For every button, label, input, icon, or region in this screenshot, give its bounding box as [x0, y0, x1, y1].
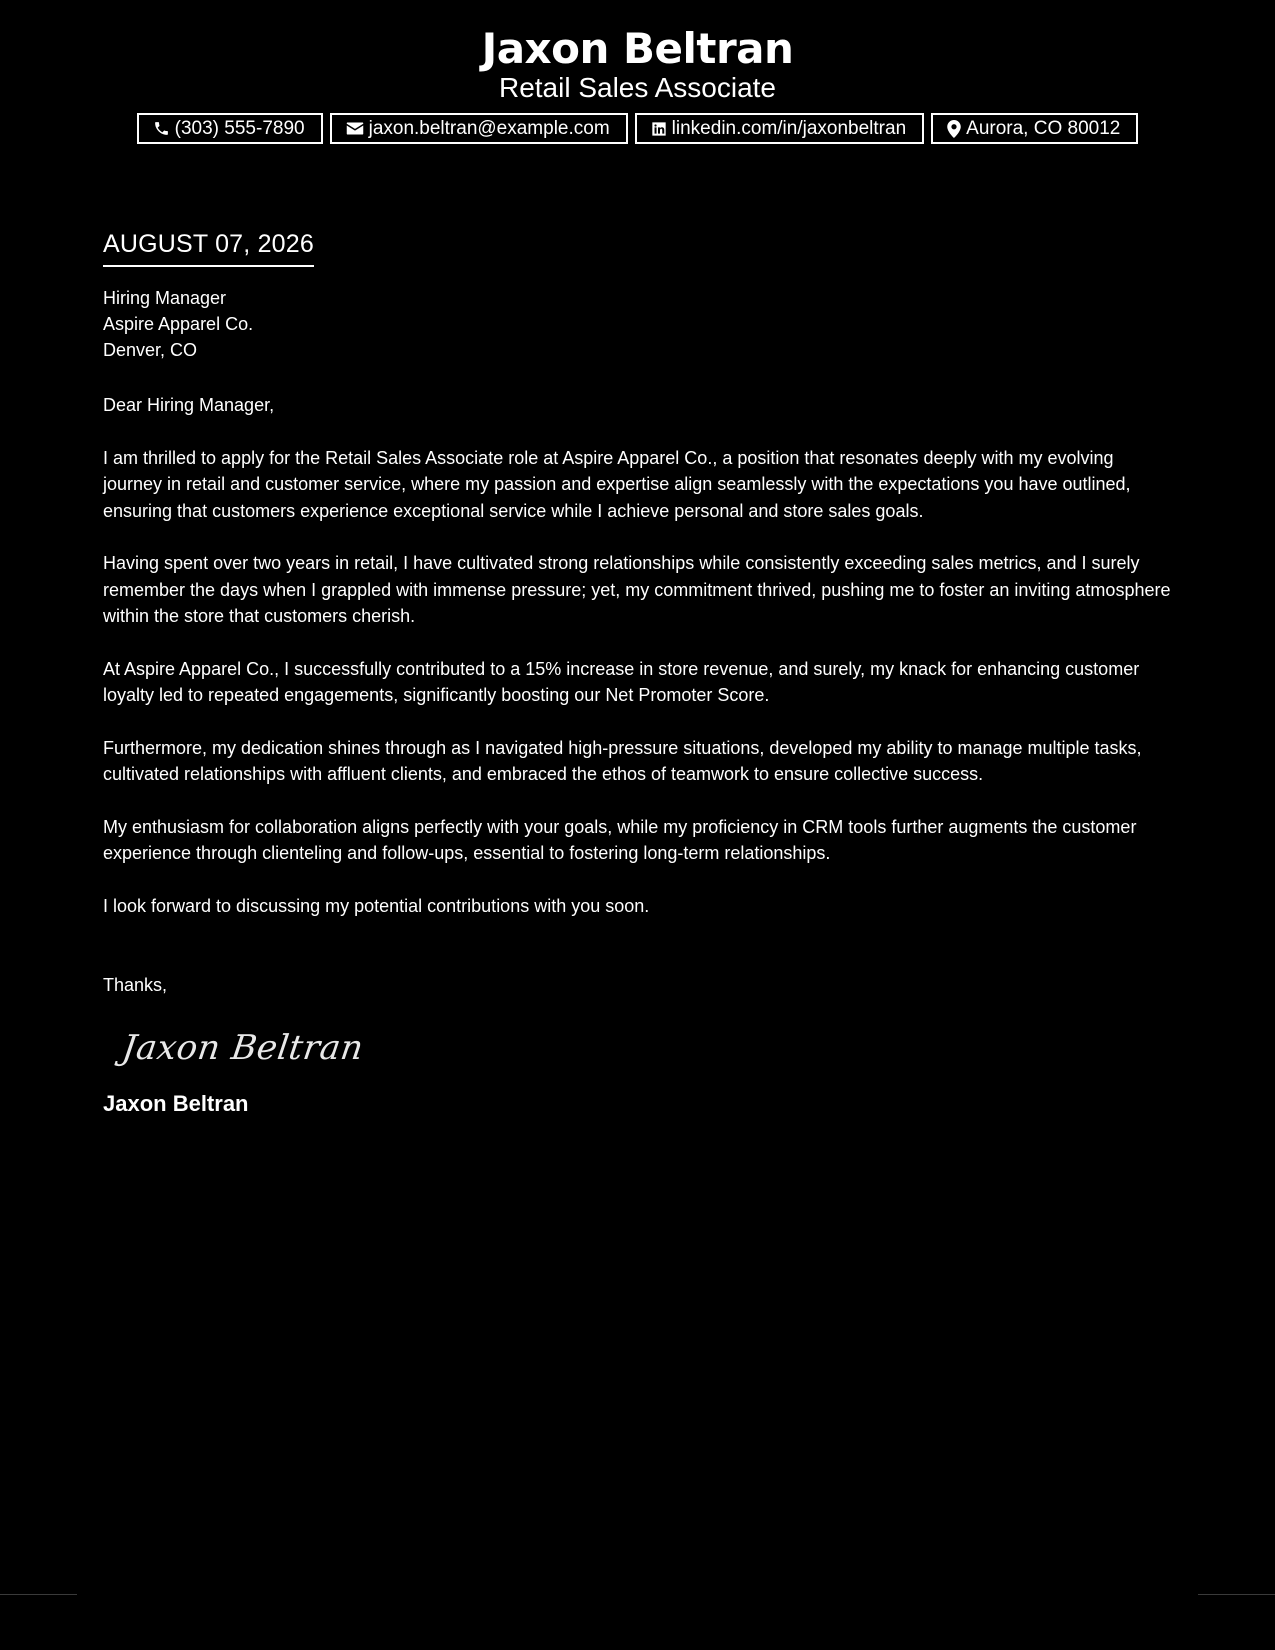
- envelope-icon: [346, 121, 364, 136]
- contact-linkedin[interactable]: [635, 113, 924, 144]
- letter-body: [103, 228, 1173, 1118]
- footer-divider-left: [0, 1594, 77, 1595]
- recipient-company: Aspire Apparel Co.: [103, 314, 254, 334]
- linkedin-text: linkedin.com/in/jaxonbeltran: [671, 117, 907, 139]
- body-paragraph: Furthermore, my dedication shines through as I navigated high-pressure situations, developed my ability to manage multiple tasks, cultivated relationships with affluent clients, and embraced the ethos of teamwork to ensure collective success.: [103, 737, 1142, 784]
- letter-date: AUGUST 07, 2026: [103, 228, 314, 267]
- recipient-title: Hiring Manager: [103, 288, 227, 308]
- body-paragraph: My enthusiasm for collaboration aligns perfectly with your goals, while my proficiency in CRM tools further augments the customer experience through clienteling and follow-ups, essential to fostering long-term relationships.: [103, 816, 1137, 863]
- phone-icon: [153, 120, 170, 137]
- recipient-location: Denver, CO: [103, 340, 198, 360]
- letter-header: [0, 22, 1275, 144]
- handwritten-signature: Jaxon Beltran: [119, 1027, 367, 1068]
- contact-bar: [0, 113, 1275, 144]
- contact-email[interactable]: [330, 113, 628, 144]
- footer-divider-right: [1198, 1594, 1275, 1595]
- salutation: Dear Hiring Manager,: [103, 395, 275, 415]
- closing: Thanks,: [103, 975, 168, 995]
- contact-phone[interactable]: [137, 113, 323, 144]
- recipient-block: [103, 285, 1173, 363]
- body-paragraph: Having spent over two years in retail, I have cultivated strong relationships while consistently exceeding sales metrics, and I surely remember the days when I grappled with immense pressure; yet, my commitment thrived, pushing me to foster an inviting atmosphere within the store that customers cherish.: [103, 553, 1171, 626]
- contact-location[interactable]: [931, 113, 1138, 144]
- phone-text: (303) 555-7890: [174, 117, 305, 139]
- body-paragraph: I look forward to discussing my potential contributions with you soon.: [103, 895, 650, 916]
- body-paragraph: I am thrilled to apply for the Retail Sales Associate role at Aspire Apparel Co., a position that resonates deeply with my evolving journey in retail and customer service, where my passion and expertise align seamlessly with the expectations you have outlined, ensuring that customers experience exceptional service while I achieve personal and store sales goals.: [103, 447, 1131, 521]
- signatory-name: Jaxon Beltran: [103, 1090, 249, 1116]
- applicant-job-title: Retail Sales Associate: [498, 72, 777, 103]
- applicant-name: Jaxon Beltran: [481, 24, 794, 73]
- email-text: jaxon.beltran@example.com: [368, 117, 610, 139]
- location-text: Aurora, CO 80012: [966, 117, 1121, 139]
- body-paragraph: At Aspire Apparel Co., I successfully contributed to a 15% increase in store revenue, and surely, my knack for enhancing customer loyalty led to repeated engagements, significantly boosting our Net Promoter Score.: [103, 658, 1140, 705]
- map-pin-icon: [947, 120, 961, 138]
- linkedin-icon: [651, 121, 667, 137]
